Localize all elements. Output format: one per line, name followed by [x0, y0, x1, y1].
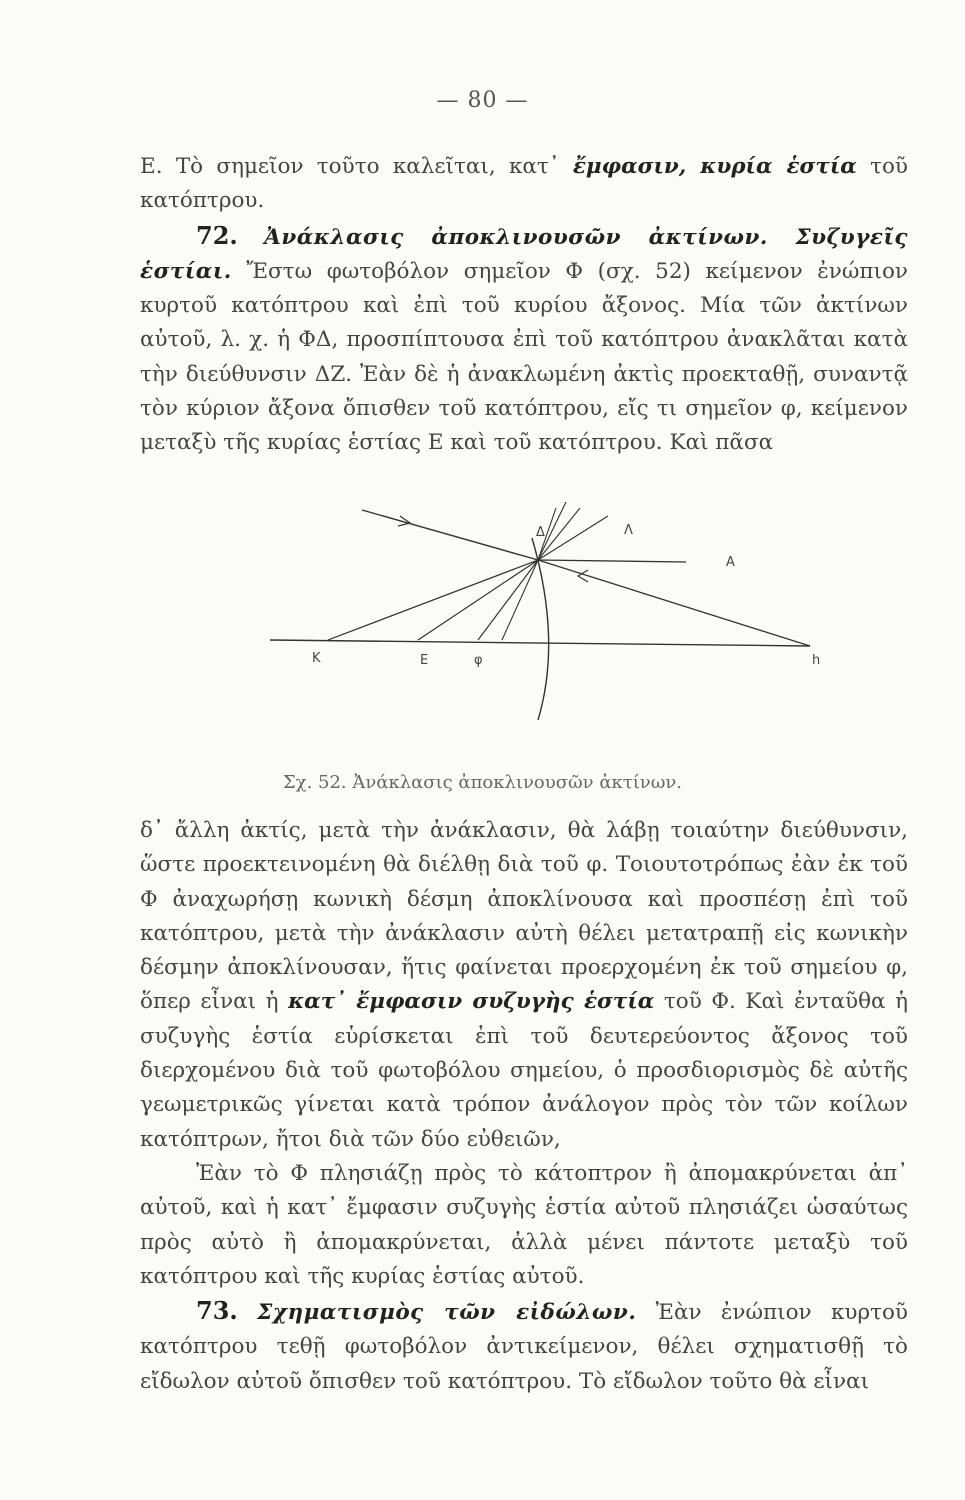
- p2-part1: δ᾽ ἄλλη ἀκτίς, μετὰ τὴν ἀνάκλασιν, θὰ λάβῃ τοιαύτην διεύθυνσιν, ὥστε προεκτεινομένη θὰ διέλθῃ διὰ τοῦ φ. Τοιουτοτρόπως ἐὰν ἐκ τοῦ Φ ἀναχωρήσῃ κωνικὴ δέσμη ἀποκλίνουσα καὶ προσπέσῃ ἐπὶ τοῦ κατόπτρου, μετὰ τὴν ἀνάκλασιν αὐτὴ θέλει μετατραπῇ εἰς κωνικὴν δέσμην ἀποκλίνουσαν, ἥτις φαίνεται προερχομένη ἐκ τοῦ σημείου φ, ὅπερ εἶναι ἡ: [140, 818, 908, 1015]
- p1-emphasis: ἔμφασιν, κυρία ἑστία: [572, 154, 857, 179]
- ray-delta-a: [538, 560, 686, 562]
- section-73-title: Σχηματισμὸς τῶν εἰδώλων.: [257, 1300, 637, 1326]
- section-73-body: Ἐὰν ἐνώπιον κυρτοῦ κατόπτρου τεθῇ φωτοβόλον ἀντικείμενον, θέλει σχηματισθῇ τὸ εἴδωλον αὐτοῦ ὄπισθεν τοῦ κατόπτρου. Τὸ εἴδωλον τοῦτο θὰ εἶναι: [140, 1300, 908, 1394]
- label-h: h: [812, 653, 821, 668]
- p2-part3: Ἐὰν τὸ Φ πλησιάζῃ πρὸς τὸ κάτοπτρον ἢ ἀπομακρύνεται ἀπ᾽ αὐτοῦ, καὶ ἡ κατ᾽ ἔμφασιν συζυγὴς ἑστία αὐτοῦ πλησιάζει ὡσαύτως πρὸς αὐτὸ ἢ ἀπομακρύνεται, ἀλλὰ μένει πάντοτε μεταξὺ τοῦ κατόπτρου καὶ τῆς κυρίας ἑστίας αὐτοῦ.: [140, 1160, 908, 1289]
- p1-line1-rest: τοῦ κατόπτρου.: [140, 154, 908, 214]
- p1-line1-text: Ε. Τὸ σημεῖον τοῦτο καλεῖται, κατ᾽: [140, 154, 573, 179]
- section-72-title: Ἀνάκλασις ἀποκλινουσῶν ἀκτίνων. Συζυγεῖς ἑστίαι.: [140, 224, 908, 284]
- principal-axis: [270, 640, 810, 646]
- label-k: Κ: [312, 651, 321, 666]
- ray-k-delta: [328, 560, 538, 640]
- figure-caption: Σχ. 52. Ἀνάκλασις ἀποκλινουσῶν ἀκτίνων.: [282, 772, 683, 793]
- section-72: [140, 219, 908, 461]
- paragraph-1: [140, 150, 908, 461]
- section-73-number: 73.: [196, 1296, 238, 1326]
- label-phi: φ: [474, 653, 483, 668]
- label-delta: Δ: [536, 525, 545, 540]
- ray-h-delta: [538, 560, 810, 646]
- incident-ray: [362, 510, 538, 560]
- label-e: Ε: [420, 653, 429, 668]
- label-lambda: Λ: [624, 523, 633, 538]
- label-a: Α: [726, 555, 735, 570]
- section-73: [140, 1294, 908, 1399]
- figure-52-diagram: [270, 498, 830, 760]
- p2-emphasis: κατ᾽ ἔμφασιν συζυγὴς ἑστία: [288, 989, 655, 1015]
- page-number: — 80 —: [436, 88, 529, 113]
- section-72-number: 72.: [196, 220, 238, 250]
- section-72-body: Ἔστω φωτοβόλον σημεῖον Φ (σχ. 52) κείμενον ἐνώπιον κυρτοῦ κατόπτρου καὶ ἐπὶ τοῦ κυρίου ἄξονος. Μία τῶν ἀκτίνων αὐτοῦ, λ. χ. ἡ ΦΔ, προσπίπτουσα ἐπὶ τοῦ κατόπτρου ἀνακλᾶται κατὰ τὴν διεύθυνσιν ΔΖ. Ἐὰν δὲ ἡ ἀνακλωμένη ἀκτὶς προεκταθῇ, συναντᾷ τὸν κύριον ἄξονα ὄπισθεν τοῦ κατόπτρου, εἴς τι σημεῖον φ, κείμενον μεταξὺ τῆς κυρίας ἑστίας Ε καὶ τοῦ κατόπτρου. Καὶ πᾶσα: [140, 258, 908, 456]
- p2-part2: τοῦ Φ. Καὶ ἐνταῦθα ἡ συζυγὴς ἑστία εὑρίσκεται ἐπὶ τοῦ δευτερεύοντος ἄξονος τοῦ διερχομένου διὰ τοῦ φωτοβόλου σημείου, ὁ προσδιορισμὸς δὲ αὐτῆς γεωμετρικῶς γίνεται κατὰ τρόπον ἀνάλογον πρὸς τὸν τῶν κοίλων κατόπτρων, ἤτοι διὰ τῶν δύο εὐθειῶν,: [140, 989, 908, 1152]
- paragraph-2: [140, 814, 908, 1399]
